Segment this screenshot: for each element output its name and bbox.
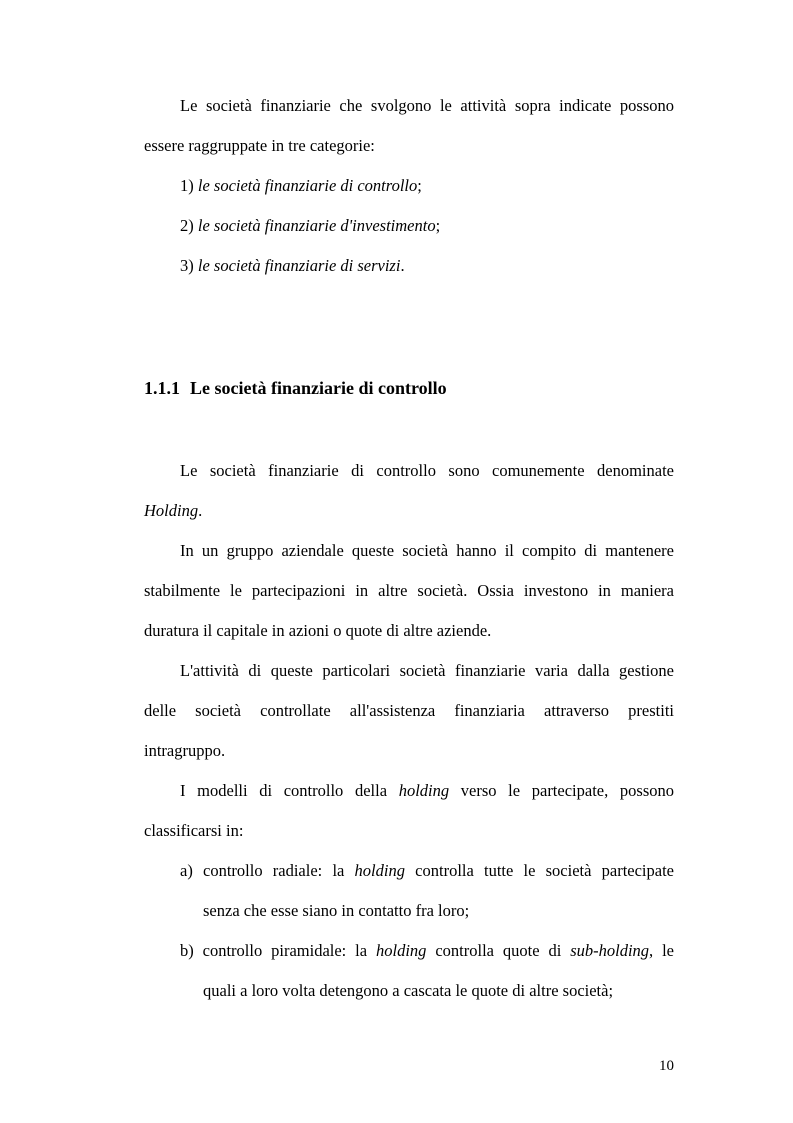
- text-span: b) controllo piramidale: la: [180, 941, 376, 960]
- list-item-b-line-1: [180, 941, 674, 961]
- text-span: verso le partecipate, possono: [449, 781, 674, 800]
- category-item-2: [180, 216, 674, 236]
- category-number: 2): [180, 216, 194, 235]
- section-number: 1.1.1: [144, 378, 180, 398]
- section-title: Le società finanziarie di controllo: [190, 378, 447, 398]
- holding-term: holding: [398, 781, 450, 800]
- category-end: ;: [417, 176, 422, 195]
- text-span: I modelli di controllo della: [180, 781, 399, 800]
- paragraph-4-line-3: intragruppo.: [144, 741, 226, 760]
- punctuation: .: [198, 501, 203, 520]
- category-item-3: [180, 256, 674, 276]
- category-item-1: [180, 176, 674, 196]
- paragraph-3-line-1: In un gruppo aziendale queste società hanno il compito di mantenere: [180, 541, 674, 560]
- holding-term: Holding: [144, 501, 199, 520]
- category-number: 1): [180, 176, 194, 195]
- text-span: controlla tutte le società partecipate: [404, 861, 674, 880]
- list-item-b-line-2: quali a loro volta detengono a cascata le quote di altre società;: [203, 981, 614, 1000]
- paragraph-3-line-3: duratura il capitale in azioni o quote di altre aziende.: [144, 621, 492, 640]
- intro-line-2: essere raggruppate in tre categorie:: [144, 136, 375, 155]
- paragraph-5-line-1: [180, 781, 674, 801]
- paragraph-4-line-1: L'attività di queste particolari società finanziarie varia dalla gestione: [180, 661, 674, 680]
- page-number: 10: [659, 1058, 674, 1074]
- list-item-a-line-2: senza che esse siano in contatto fra loro;: [203, 901, 470, 920]
- paragraph-2-line-2: [144, 501, 674, 521]
- category-text: le società finanziarie di controllo: [197, 176, 418, 195]
- paragraph-4-line-2: delle società controllate all'assistenza finanziaria attraverso prestiti: [144, 701, 674, 720]
- category-number: 3): [180, 256, 194, 275]
- text-span: controlla quote di: [426, 941, 571, 960]
- paragraph-5-line-2: classificarsi in:: [144, 821, 244, 840]
- paragraph-3-line-2: stabilmente le partecipazioni in altre società. Ossia investono in maniera: [144, 581, 674, 600]
- category-text: le società finanziarie di servizi: [197, 256, 401, 275]
- category-end: ;: [435, 216, 441, 235]
- holding-term: holding: [376, 941, 427, 960]
- category-end: .: [400, 256, 405, 275]
- list-item-a-line-1: [180, 861, 674, 881]
- sub-holding-term: sub-holding: [570, 941, 650, 960]
- paragraph-2-line-1: Le società finanziarie di controllo sono comunemente denominate: [180, 461, 674, 480]
- section-heading: [144, 377, 447, 399]
- category-text: le società finanziarie d'investimento: [197, 216, 436, 235]
- intro-line-1: Le società finanziarie che svolgono le attività sopra indicate possono: [180, 96, 674, 115]
- text-span: a) controllo radiale: la: [180, 861, 355, 880]
- text-span: , le: [649, 941, 674, 960]
- holding-term: holding: [354, 861, 405, 880]
